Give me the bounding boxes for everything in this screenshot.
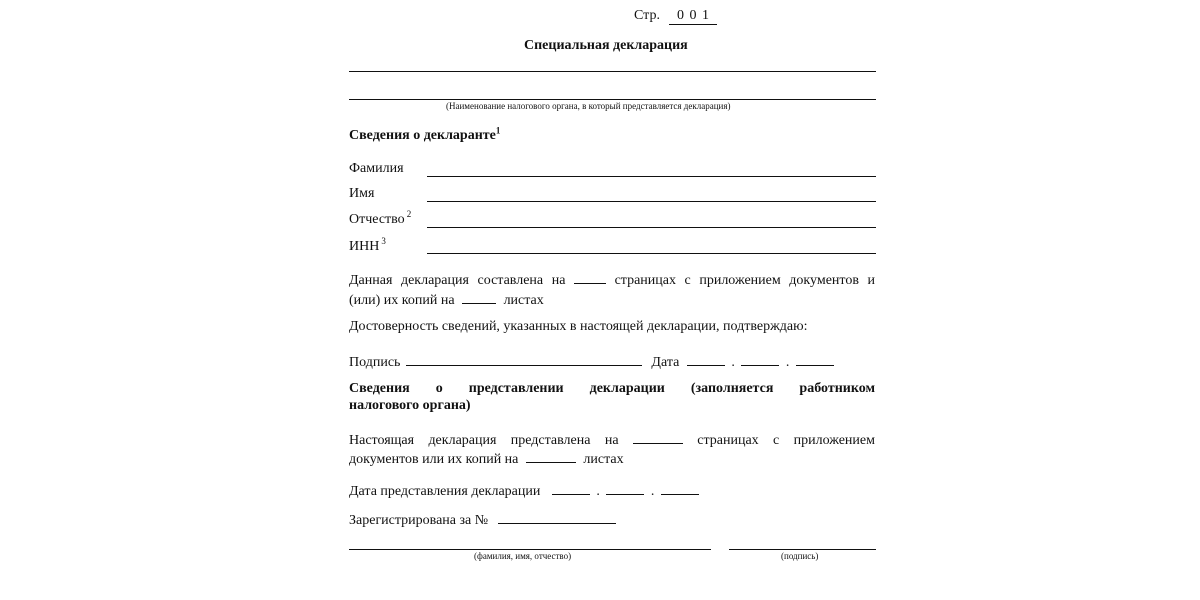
inn-field[interactable] (427, 253, 876, 254)
patronymic-label: Отчество (349, 212, 405, 227)
date-separator-2: . (785, 355, 790, 370)
submission-statement-part4: листах (583, 452, 624, 467)
registered-label: Зарегистрирована за № (349, 513, 489, 528)
date-separator-1: . (731, 355, 735, 370)
submission-day-field[interactable] (552, 480, 590, 495)
inn-label-row (349, 236, 386, 255)
page-number: 0 0 1 (669, 8, 717, 25)
page-number-row (634, 8, 717, 25)
submission-sheets-field[interactable] (526, 448, 576, 463)
registered-row (349, 509, 616, 529)
inn-label: ИНН (349, 239, 380, 254)
surname-label: Фамилия (349, 161, 404, 176)
page-label: Стр. (634, 8, 660, 23)
pages-statement-line-2 (349, 289, 875, 309)
signature-row (349, 351, 834, 371)
submission-statement-part2: страницах с приложением (697, 433, 875, 448)
date-day-field[interactable] (687, 351, 725, 366)
submission-statement-part1: Настоящая декларация представлена на (349, 433, 619, 448)
pages-count-field[interactable] (574, 269, 606, 284)
submission-month-field[interactable] (606, 480, 644, 495)
submission-date-separator-2: . (650, 484, 655, 499)
declarant-heading-note: 1 (495, 125, 501, 136)
submission-date-row (349, 480, 699, 500)
surname-field[interactable] (427, 176, 876, 177)
signature-field[interactable] (406, 351, 642, 366)
tax-office-caption: (Наименование налогового органа, в который представляется декларация) (446, 101, 731, 111)
pages-statement-part1: Данная декларация составлена на (349, 273, 566, 288)
officer-signature-caption: (подпись) (781, 551, 819, 561)
officer-signature-line[interactable] (729, 549, 876, 550)
officer-name-caption: (фамилия, имя, отчество) (474, 551, 572, 561)
registration-number-field[interactable] (498, 509, 616, 524)
document-title: Специальная декларация (524, 38, 688, 53)
date-label: Дата (651, 355, 680, 370)
pages-statement-line-1 (349, 269, 875, 289)
pages-statement-part2: страницах с приложением документов и (614, 273, 876, 288)
sheets-count-field[interactable] (462, 289, 496, 304)
patronymic-note: 2 (406, 209, 412, 220)
pages-statement-part3: (или) их копий на (349, 293, 455, 308)
declarant-heading (349, 125, 501, 144)
submission-year-field[interactable] (661, 480, 699, 495)
patronymic-label-row (349, 209, 412, 228)
patronymic-field[interactable] (427, 227, 876, 228)
tax-office-line-1[interactable] (349, 71, 876, 72)
submission-pages-field[interactable] (633, 429, 683, 444)
submission-statement-part3: документов или их копий на (349, 452, 519, 467)
date-year-field[interactable] (796, 351, 834, 366)
submission-heading-line-1: Сведения о представлении декларации (заполняется работником (349, 381, 875, 396)
name-field[interactable] (427, 201, 876, 202)
date-month-field[interactable] (741, 351, 779, 366)
submission-date-separator-1: . (596, 484, 600, 499)
officer-name-line[interactable] (349, 549, 711, 550)
pages-statement-part4: листах (503, 293, 544, 308)
name-label: Имя (349, 186, 375, 201)
confirmation-text: Достоверность сведений, указанных в настоящей декларации, подтверждаю: (349, 319, 808, 334)
tax-office-line-2[interactable] (349, 99, 876, 100)
submission-date-label: Дата представления декларации (349, 484, 541, 499)
declarant-heading-text: Сведения о декларанте (349, 128, 496, 143)
inn-note: 3 (381, 236, 386, 247)
submission-statement-line-1 (349, 429, 875, 449)
submission-statement-line-2 (349, 448, 875, 468)
signature-label: Подпись (349, 355, 401, 370)
submission-heading-line-2: налогового органа) (349, 398, 471, 413)
